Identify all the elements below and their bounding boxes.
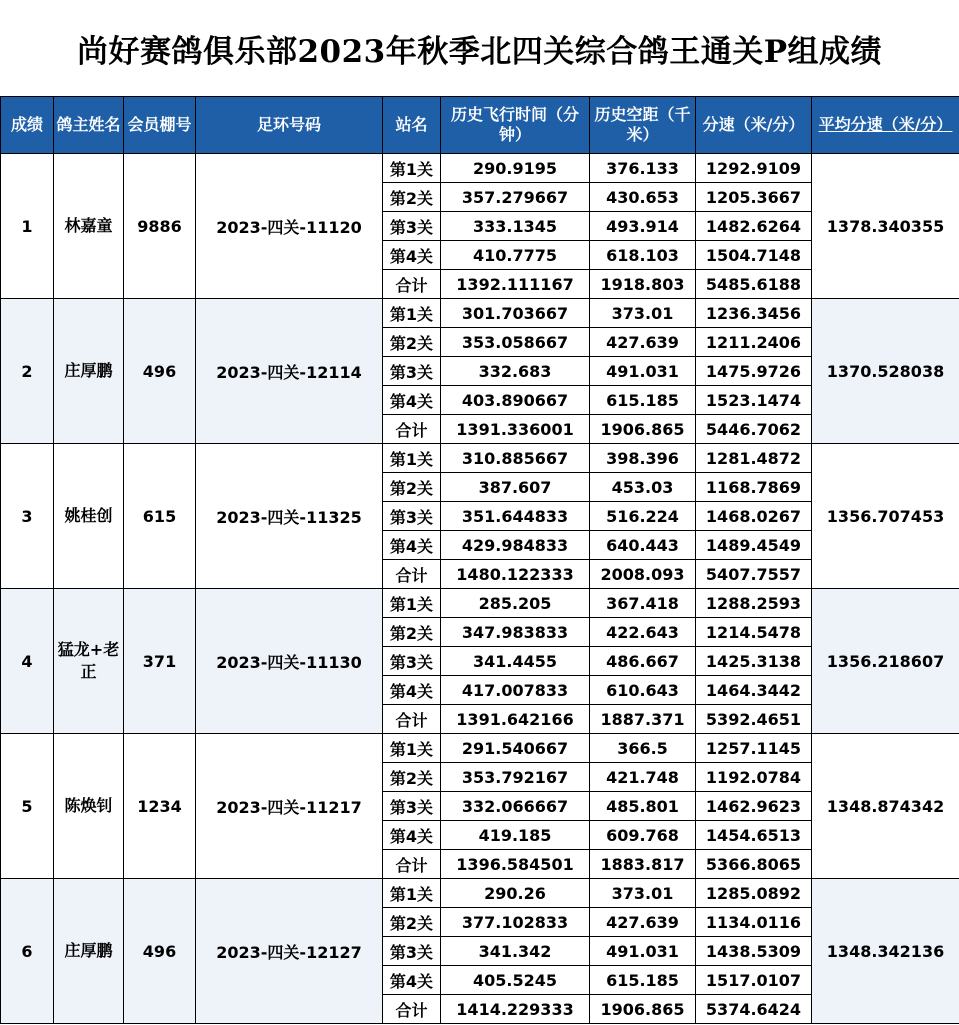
avg-speed-cell: 1356.218607 — [812, 589, 959, 734]
time-cell: 332.683 — [441, 357, 590, 386]
speed-cell: 1425.3138 — [696, 647, 812, 676]
distance-cell: 1906.865 — [590, 995, 696, 1024]
header-avg-speed: 平均分速（米/分） — [812, 97, 959, 154]
speed-cell: 5374.6424 — [696, 995, 812, 1024]
distance-cell: 1918.803 — [590, 270, 696, 299]
time-cell: 285.205 — [441, 589, 590, 618]
speed-cell: 1192.0784 — [696, 763, 812, 792]
stage-cell: 第4关 — [383, 386, 441, 415]
time-cell: 387.607 — [441, 473, 590, 502]
stage-cell: 第1关 — [383, 734, 441, 763]
time-cell: 1414.229333 — [441, 995, 590, 1024]
time-cell: 291.540667 — [441, 734, 590, 763]
distance-cell: 373.01 — [590, 879, 696, 908]
stage-cell: 第2关 — [383, 473, 441, 502]
avg-speed-cell: 1378.340355 — [812, 154, 959, 299]
distance-cell: 485.801 — [590, 792, 696, 821]
speed-cell: 1205.3667 — [696, 183, 812, 212]
speed-cell: 1281.4872 — [696, 444, 812, 473]
time-cell: 353.792167 — [441, 763, 590, 792]
table-row — [1, 879, 959, 908]
speed-cell: 1462.9623 — [696, 792, 812, 821]
rank-cell: 2 — [1, 299, 54, 444]
speed-cell: 1292.9109 — [696, 154, 812, 183]
distance-cell: 366.5 — [590, 734, 696, 763]
time-cell: 341.342 — [441, 937, 590, 966]
table-row — [1, 589, 959, 618]
distance-cell: 1883.817 — [590, 850, 696, 879]
speed-cell: 1168.7869 — [696, 473, 812, 502]
table-row — [1, 734, 959, 763]
stage-cell: 第4关 — [383, 676, 441, 705]
header-rank: 成绩 — [1, 97, 54, 154]
loft-cell: 371 — [124, 589, 196, 734]
speed-cell: 1464.3442 — [696, 676, 812, 705]
table-row — [1, 299, 959, 328]
owner-cell: 庄厚鹏 — [54, 299, 124, 444]
distance-cell: 1906.865 — [590, 415, 696, 444]
speed-cell: 1482.6264 — [696, 212, 812, 241]
time-cell: 1391.642166 — [441, 705, 590, 734]
stage-cell: 第3关 — [383, 792, 441, 821]
stage-cell: 第4关 — [383, 821, 441, 850]
avg-speed-cell: 1348.874342 — [812, 734, 959, 879]
loft-cell: 496 — [124, 299, 196, 444]
speed-cell: 1257.1145 — [696, 734, 812, 763]
speed-cell: 1454.6513 — [696, 821, 812, 850]
time-cell: 357.279667 — [441, 183, 590, 212]
rank-cell: 5 — [1, 734, 54, 879]
time-cell: 405.5245 — [441, 966, 590, 995]
rank-cell: 4 — [1, 589, 54, 734]
distance-cell: 422.643 — [590, 618, 696, 647]
loft-cell: 496 — [124, 879, 196, 1024]
header-stage: 站名 — [383, 97, 441, 154]
stage-cell: 第2关 — [383, 908, 441, 937]
distance-cell: 615.185 — [590, 966, 696, 995]
time-cell: 419.185 — [441, 821, 590, 850]
distance-cell: 373.01 — [590, 299, 696, 328]
distance-cell: 398.396 — [590, 444, 696, 473]
owner-cell: 姚桂创 — [54, 444, 124, 589]
time-cell: 1480.122333 — [441, 560, 590, 589]
distance-cell: 640.443 — [590, 531, 696, 560]
stage-cell: 第1关 — [383, 444, 441, 473]
distance-cell: 1887.371 — [590, 705, 696, 734]
header-loft: 会员棚号 — [124, 97, 196, 154]
stage-cell: 第4关 — [383, 241, 441, 270]
stage-cell: 第3关 — [383, 937, 441, 966]
time-cell: 410.7775 — [441, 241, 590, 270]
table-body — [1, 154, 959, 1024]
stage-cell: 第1关 — [383, 589, 441, 618]
avg-speed-cell: 1356.707453 — [812, 444, 959, 589]
header-row — [1, 97, 959, 154]
distance-cell: 615.185 — [590, 386, 696, 415]
distance-cell: 453.03 — [590, 473, 696, 502]
rank-cell: 6 — [1, 879, 54, 1024]
rank-cell: 3 — [1, 444, 54, 589]
time-cell: 403.890667 — [441, 386, 590, 415]
time-cell: 1391.336001 — [441, 415, 590, 444]
stage-cell: 第3关 — [383, 357, 441, 386]
speed-cell: 1134.0116 — [696, 908, 812, 937]
time-cell: 341.4455 — [441, 647, 590, 676]
speed-cell: 1236.3456 — [696, 299, 812, 328]
distance-cell: 430.653 — [590, 183, 696, 212]
time-cell: 333.1345 — [441, 212, 590, 241]
owner-cell: 林嘉童 — [54, 154, 124, 299]
stage-cell: 第1关 — [383, 299, 441, 328]
avg-speed-cell: 1370.528038 — [812, 299, 959, 444]
stage-cell: 合计 — [383, 560, 441, 589]
time-cell: 347.983833 — [441, 618, 590, 647]
stage-cell: 合计 — [383, 705, 441, 734]
stage-cell: 第2关 — [383, 763, 441, 792]
loft-cell: 615 — [124, 444, 196, 589]
speed-cell: 1475.9726 — [696, 357, 812, 386]
stage-cell: 合计 — [383, 270, 441, 299]
speed-cell: 1214.5478 — [696, 618, 812, 647]
header-speed: 分速（米/分） — [696, 97, 812, 154]
speed-cell: 1489.4549 — [696, 531, 812, 560]
distance-cell: 516.224 — [590, 502, 696, 531]
stage-cell: 第4关 — [383, 966, 441, 995]
stage-cell: 第3关 — [383, 647, 441, 676]
speed-cell: 5366.8065 — [696, 850, 812, 879]
distance-cell: 367.418 — [590, 589, 696, 618]
speed-cell: 5485.6188 — [696, 270, 812, 299]
header-owner: 鸽主姓名 — [54, 97, 124, 154]
table-row — [1, 444, 959, 473]
speed-cell: 1288.2593 — [696, 589, 812, 618]
time-cell: 310.885667 — [441, 444, 590, 473]
distance-cell: 491.031 — [590, 937, 696, 966]
distance-cell: 610.643 — [590, 676, 696, 705]
results-table — [0, 96, 959, 1024]
time-cell: 1392.111167 — [441, 270, 590, 299]
owner-cell: 陈焕钊 — [54, 734, 124, 879]
table-row — [1, 154, 959, 183]
ring-cell: 2023-四关-11130 — [196, 589, 383, 734]
stage-cell: 第1关 — [383, 879, 441, 908]
rank-cell: 1 — [1, 154, 54, 299]
speed-cell: 1504.7148 — [696, 241, 812, 270]
avg-speed-cell: 1348.342136 — [812, 879, 959, 1024]
time-cell: 1396.584501 — [441, 850, 590, 879]
stage-cell: 合计 — [383, 850, 441, 879]
distance-cell: 427.639 — [590, 908, 696, 937]
time-cell: 290.26 — [441, 879, 590, 908]
speed-cell: 1517.0107 — [696, 966, 812, 995]
time-cell: 417.007833 — [441, 676, 590, 705]
speed-cell: 5392.4651 — [696, 705, 812, 734]
header-ring: 足环号码 — [196, 97, 383, 154]
distance-cell: 491.031 — [590, 357, 696, 386]
speed-cell: 1285.0892 — [696, 879, 812, 908]
time-cell: 429.984833 — [441, 531, 590, 560]
loft-cell: 9886 — [124, 154, 196, 299]
stage-cell: 第2关 — [383, 183, 441, 212]
distance-cell: 421.748 — [590, 763, 696, 792]
stage-cell: 合计 — [383, 415, 441, 444]
stage-cell: 第2关 — [383, 618, 441, 647]
time-cell: 353.058667 — [441, 328, 590, 357]
speed-cell: 1523.1474 — [696, 386, 812, 415]
ring-cell: 2023-四关-12127 — [196, 879, 383, 1024]
time-cell: 301.703667 — [441, 299, 590, 328]
speed-cell: 1211.2406 — [696, 328, 812, 357]
time-cell: 351.644833 — [441, 502, 590, 531]
time-cell: 377.102833 — [441, 908, 590, 937]
stage-cell: 第2关 — [383, 328, 441, 357]
stage-cell: 第4关 — [383, 531, 441, 560]
distance-cell: 427.639 — [590, 328, 696, 357]
distance-cell: 609.768 — [590, 821, 696, 850]
ring-cell: 2023-四关-11325 — [196, 444, 383, 589]
speed-cell: 1438.5309 — [696, 937, 812, 966]
distance-cell: 486.667 — [590, 647, 696, 676]
speed-cell: 1468.0267 — [696, 502, 812, 531]
owner-cell: 猛龙+老正 — [54, 589, 124, 734]
speed-cell: 5407.7557 — [696, 560, 812, 589]
header-time: 历史飞行时间（分钟） — [441, 97, 590, 154]
distance-cell: 618.103 — [590, 241, 696, 270]
ring-cell: 2023-四关-11217 — [196, 734, 383, 879]
time-cell: 332.066667 — [441, 792, 590, 821]
stage-cell: 第1关 — [383, 154, 441, 183]
stage-cell: 第3关 — [383, 212, 441, 241]
ring-cell: 2023-四关-11120 — [196, 154, 383, 299]
time-cell: 290.9195 — [441, 154, 590, 183]
loft-cell: 1234 — [124, 734, 196, 879]
owner-cell: 庄厚鹏 — [54, 879, 124, 1024]
header-distance: 历史空距（千米） — [590, 97, 696, 154]
ring-cell: 2023-四关-12114 — [196, 299, 383, 444]
page-title: 尚好赛鸽俱乐部2023年秋季北四关综合鸽王通关P组成绩 — [76, 33, 883, 70]
distance-cell: 493.914 — [590, 212, 696, 241]
distance-cell: 376.133 — [590, 154, 696, 183]
distance-cell: 2008.093 — [590, 560, 696, 589]
stage-cell: 合计 — [383, 995, 441, 1024]
stage-cell: 第3关 — [383, 502, 441, 531]
speed-cell: 5446.7062 — [696, 415, 812, 444]
